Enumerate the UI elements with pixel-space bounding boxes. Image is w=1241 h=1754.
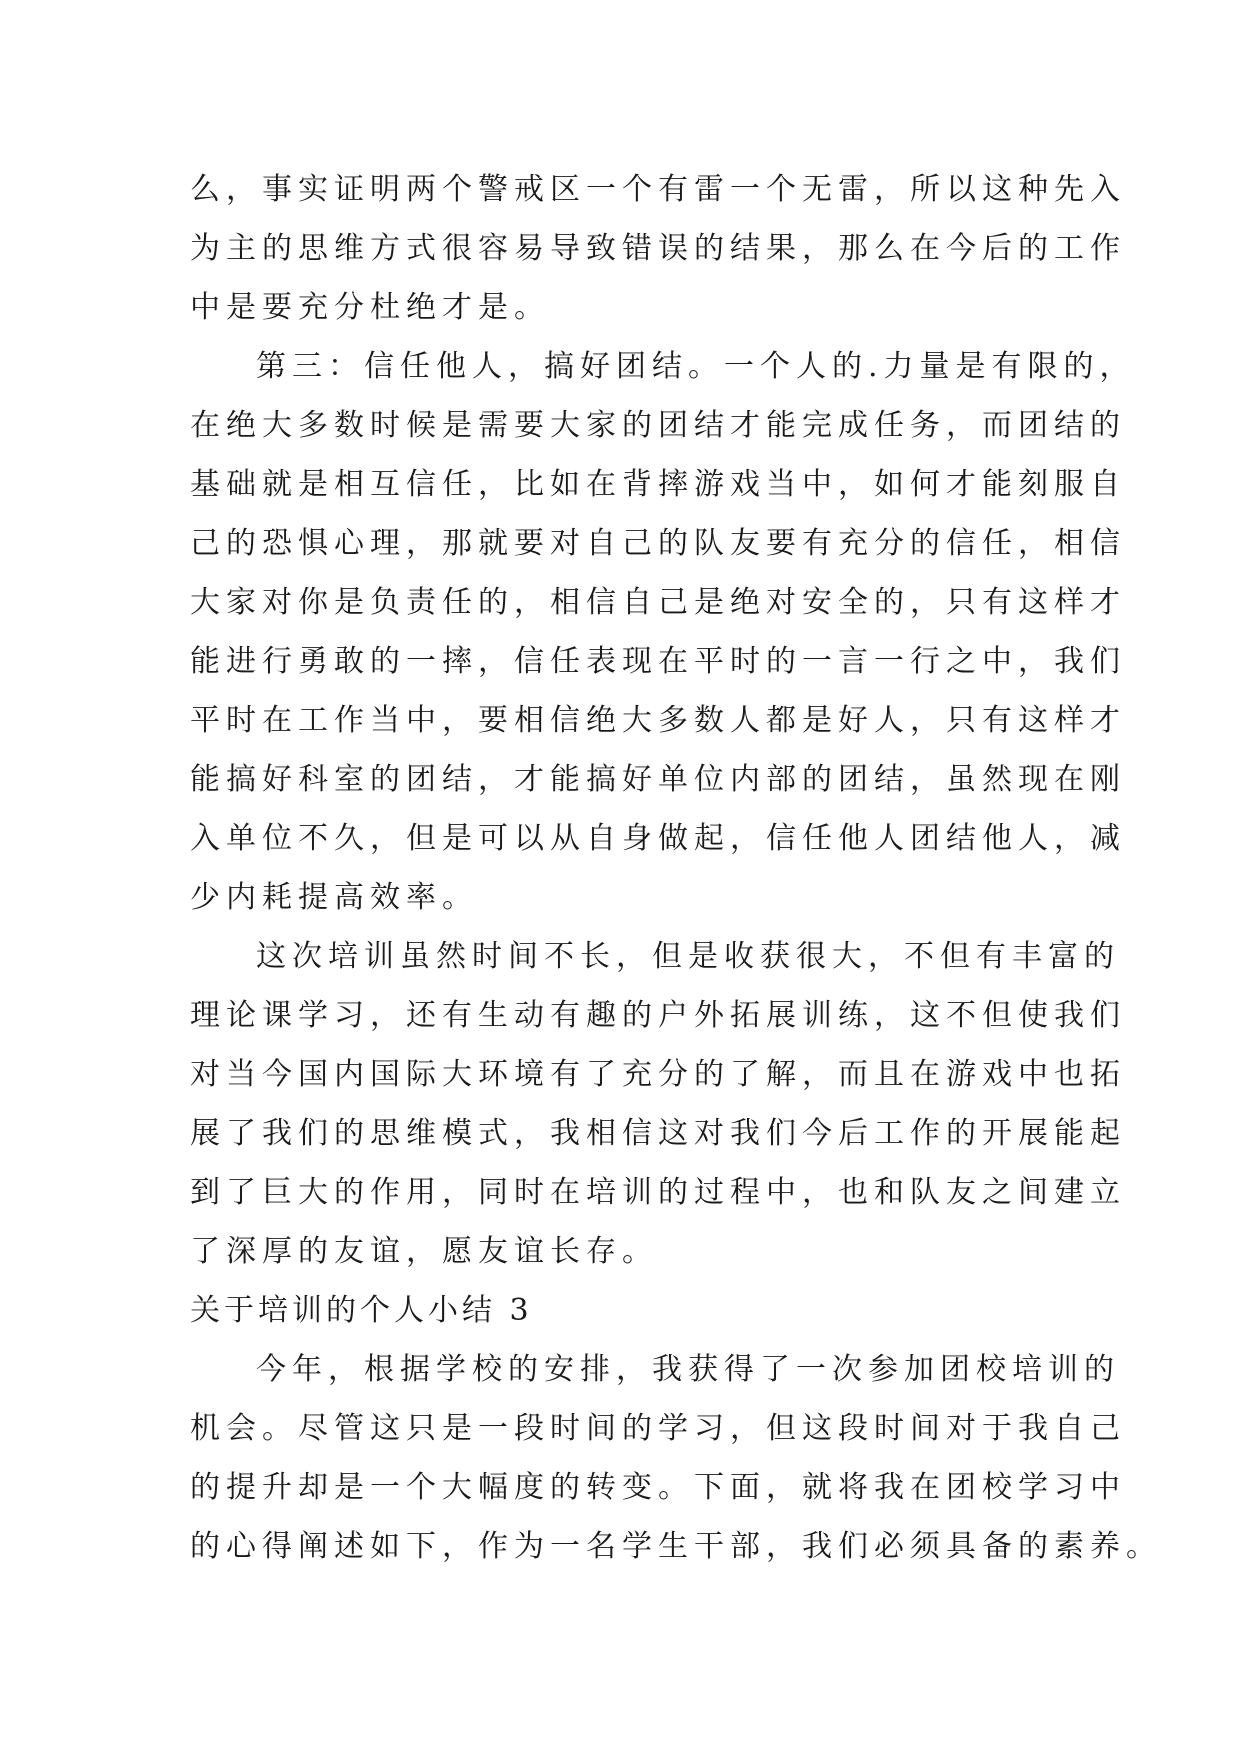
text-line: 少内耗提高效率。	[190, 880, 478, 915]
paragraph-first-line: 这次培训虽然时间不长，但是收获很大，不但有丰富的	[256, 939, 1120, 974]
text-line: 到了巨大的作用，同时在培训的过程中，也和队友之间建立	[190, 1175, 1126, 1210]
text-line: 机会。尽管这只是一段时间的学习，但这段时间对于我自己	[190, 1411, 1126, 1446]
text-line: 展了我们的思维模式，我相信这对我们今后工作的开展能起	[190, 1116, 1126, 1151]
text-line: 能进行勇敢的一摔，信任表现在平时的一言一行之中，我们	[190, 644, 1126, 679]
text-line: 能搞好科室的团结，才能搞好单位内部的团结，虽然现在刚	[190, 762, 1126, 797]
document-body	[190, 160, 1162, 1576]
text-line: 在绝大多数时候是需要大家的团结才能完成任务，而团结的	[190, 408, 1126, 443]
text-line: 大家对你是负责任的，相信自己是绝对安全的，只有这样才	[190, 585, 1126, 620]
text-line: 的提升却是一个大幅度的转变。下面，就将我在团校学习中	[190, 1470, 1126, 1505]
text-line: 中是要充分杜绝才是。	[190, 290, 550, 325]
text-line: 么，事实证明两个警戒区一个有雷一个无雷，所以这种先入	[190, 172, 1126, 207]
paragraph-first-line: 今年，根据学校的安排，我获得了一次参加团校培训的	[256, 1352, 1120, 1387]
text-line: 对当今国内国际大环境有了充分的了解，而且在游戏中也拓	[190, 1057, 1126, 1092]
text-line: 己的恐惧心理，那就要对自己的队友要有充分的信任，相信	[190, 526, 1126, 561]
text-line: 的心得阐述如下，作为一名学生干部，我们必须具备的素养。	[190, 1529, 1162, 1564]
text-line: 平时在工作当中，要相信绝大多数人都是好人，只有这样才	[190, 703, 1126, 738]
section-heading: 关于培训的个人小结 3	[190, 1293, 533, 1328]
text-line: 基础就是相互信任，比如在背摔游戏当中，如何才能刻服自	[190, 467, 1126, 502]
paragraph-first-line: 第三：信任他人，搞好团结。一个人的.力量是有限的，	[256, 349, 1136, 384]
text-line: 了深厚的友谊，愿友谊长存。	[190, 1234, 658, 1269]
text-line: 理论课学习，还有生动有趣的户外拓展训练，这不但使我们	[190, 998, 1126, 1033]
text-line: 入单位不久，但是可以从自身做起，信任他人团结他人，减	[190, 821, 1126, 856]
text-line: 为主的思维方式很容易导致错误的结果，那么在今后的工作	[190, 231, 1126, 266]
